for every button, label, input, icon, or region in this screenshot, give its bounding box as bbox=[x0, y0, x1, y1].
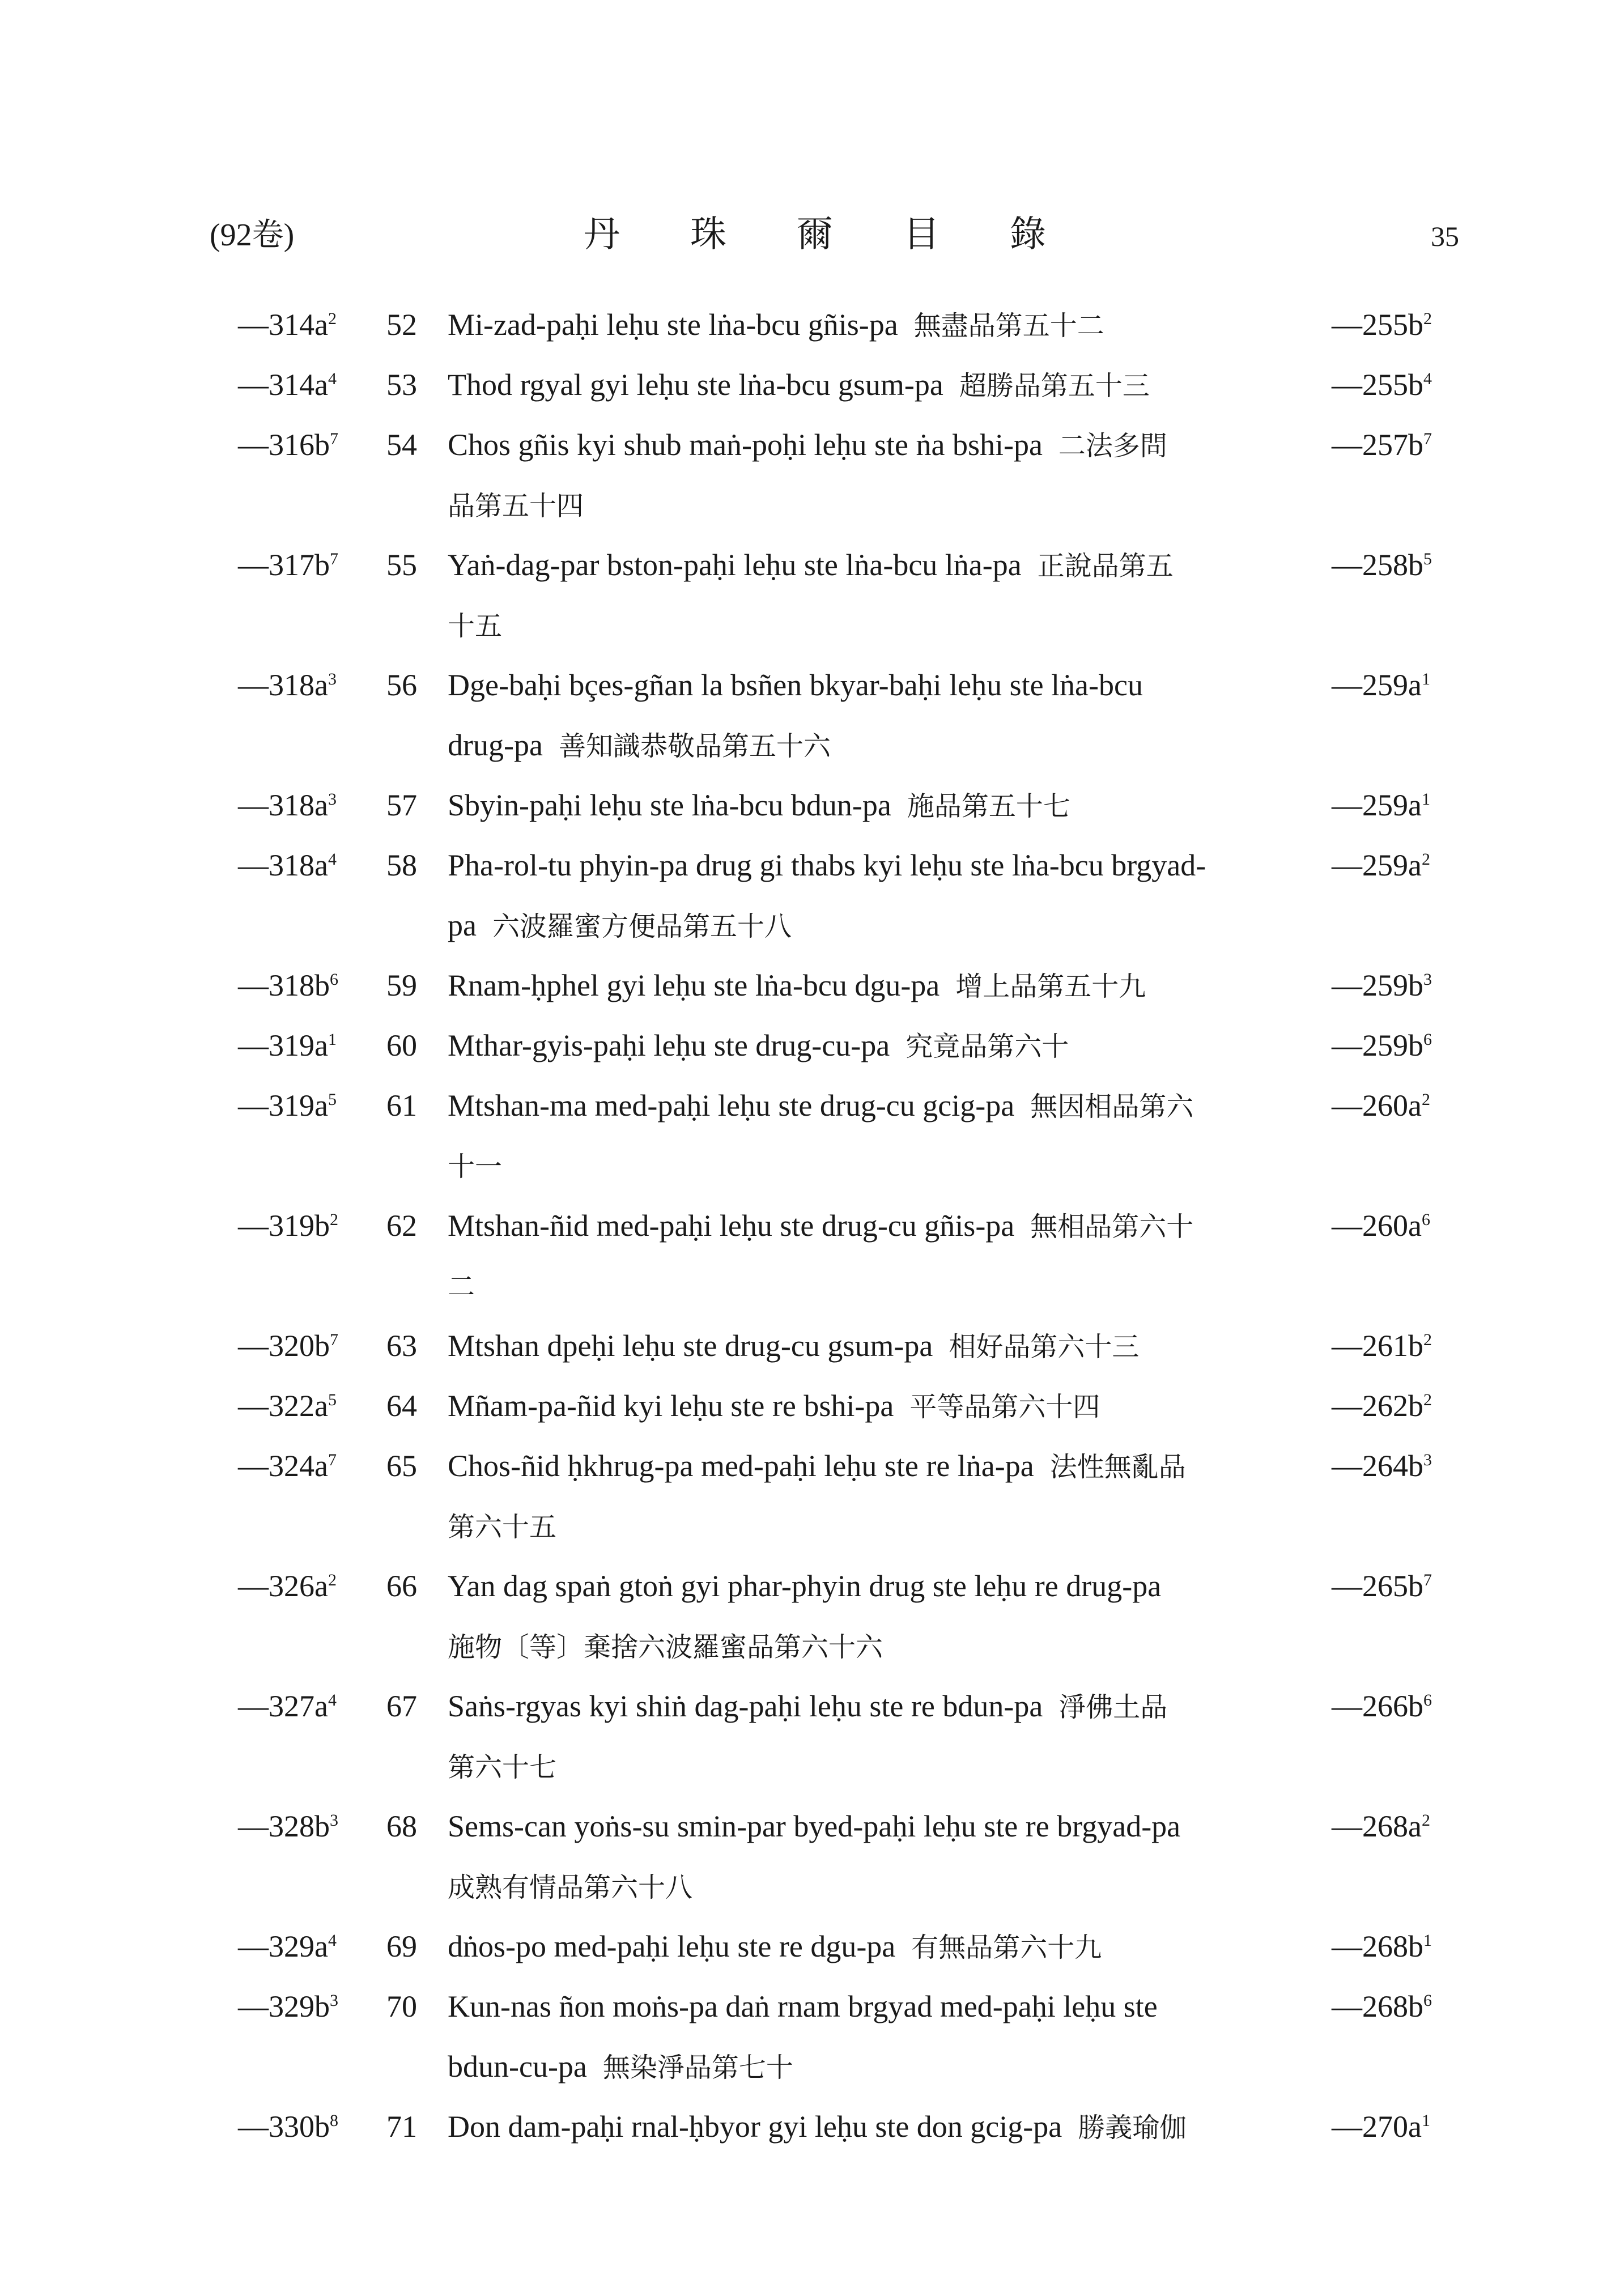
entry-title bbox=[448, 355, 1286, 415]
right-folio-ref bbox=[1332, 775, 1430, 835]
page-title bbox=[584, 205, 1048, 257]
entry-title bbox=[448, 1556, 1286, 1676]
left-folio-ref bbox=[238, 1376, 337, 1436]
left-folio-ref bbox=[238, 415, 338, 475]
catalog-entry bbox=[0, 1316, 1624, 1376]
left-folio-line: 3 bbox=[330, 1811, 338, 1830]
left-folio-line: 7 bbox=[330, 550, 338, 568]
right-folio-ref bbox=[1332, 1436, 1432, 1496]
entry-number: 67 bbox=[386, 1689, 417, 1723]
right-folio-ref bbox=[1332, 1556, 1432, 1616]
chinese-title: 增上品第五十九 bbox=[955, 971, 1146, 1002]
chinese-title-continued: 十五 bbox=[448, 610, 503, 642]
left-folio-text: —314a bbox=[238, 368, 328, 402]
tibetan-title: Mtshan-ñid med-paḥi leḥu ste drug-cu gñis-pa bbox=[448, 1209, 1015, 1243]
left-folio-text: —319a bbox=[238, 1028, 328, 1062]
right-folio-line: 6 bbox=[1423, 1030, 1432, 1049]
catalog-entries bbox=[0, 295, 1624, 2157]
right-folio-text: —268a bbox=[1332, 1809, 1422, 1843]
left-folio-ref bbox=[238, 1075, 337, 1136]
chinese-title: 超勝品第五十三 bbox=[959, 370, 1150, 402]
right-folio-line: 2 bbox=[1423, 1391, 1432, 1409]
right-folio-ref bbox=[1332, 355, 1432, 415]
right-folio-ref bbox=[1332, 295, 1432, 355]
right-folio-text: —258b bbox=[1332, 548, 1423, 582]
left-folio-text: —329b bbox=[238, 1989, 330, 2023]
entry-title-line bbox=[448, 415, 1286, 475]
entry-title-line bbox=[448, 475, 1286, 535]
left-folio-line: 3 bbox=[328, 670, 337, 688]
right-folio-line: 7 bbox=[1423, 1571, 1432, 1589]
tibetan-title: Yan dag spaṅ gtoṅ gyi phar-phyin drug ste leḥu re drug-pa bbox=[448, 1569, 1162, 1603]
entry-number: 55 bbox=[386, 548, 417, 582]
right-folio-text: —268b bbox=[1332, 1989, 1423, 2023]
entry-title-line bbox=[448, 2036, 1286, 2097]
left-folio-ref bbox=[238, 2097, 338, 2157]
left-folio-line: 4 bbox=[328, 1691, 337, 1710]
chinese-title: 淨佛土品 bbox=[1058, 1691, 1168, 1723]
entry-number: 61 bbox=[386, 1089, 417, 1123]
catalog-entry bbox=[0, 355, 1624, 415]
tibetan-title: Saṅs-rgyas kyi shiṅ dag-paḥi leḥu ste re bdun-pa bbox=[448, 1689, 1043, 1723]
left-folio-line: 2 bbox=[330, 1210, 338, 1229]
left-folio-ref bbox=[238, 355, 337, 415]
right-folio-line: 4 bbox=[1423, 369, 1432, 388]
right-folio-ref bbox=[1332, 1316, 1432, 1376]
tibetan-title: Chos-ñid ḥkhrug-pa med-paḥi leḥu ste re lṅa-pa bbox=[448, 1449, 1034, 1483]
entry-title-line bbox=[448, 1256, 1286, 1316]
entry-title bbox=[448, 1916, 1286, 1976]
right-folio-text: —260a bbox=[1332, 1089, 1422, 1123]
entry-number: 70 bbox=[386, 1989, 417, 2023]
left-folio-line: 3 bbox=[330, 1991, 338, 2010]
left-folio-text: —320b bbox=[238, 1329, 330, 1363]
entry-number: 64 bbox=[386, 1389, 417, 1423]
left-folio-text: —318a bbox=[238, 848, 328, 882]
chinese-title: 相好品第六十三 bbox=[949, 1331, 1140, 1363]
left-folio-ref bbox=[238, 295, 337, 355]
entry-title-line bbox=[448, 895, 1286, 955]
chinese-title: 平等品第六十四 bbox=[909, 1391, 1100, 1423]
right-folio-text: —259b bbox=[1332, 1028, 1423, 1062]
right-folio-line: 6 bbox=[1423, 1991, 1432, 2010]
entry-title bbox=[448, 1376, 1286, 1436]
catalog-entry bbox=[0, 2097, 1624, 2157]
left-folio-ref bbox=[238, 1796, 338, 1856]
chinese-title-continued: 第六十七 bbox=[448, 1751, 557, 1783]
entry-title-line bbox=[448, 1676, 1286, 1736]
title-char: 珠 bbox=[690, 214, 729, 254]
tibetan-title: Sbyin-paḥi leḥu ste lṅa-bcu bdun-pa bbox=[448, 788, 891, 822]
left-folio-ref bbox=[238, 1436, 337, 1496]
left-folio-ref bbox=[238, 655, 337, 715]
catalog-entry bbox=[0, 1916, 1624, 1976]
entry-title bbox=[448, 1075, 1286, 1196]
chinese-title: 無相品第六十 bbox=[1030, 1211, 1194, 1243]
right-folio-line: 3 bbox=[1423, 970, 1432, 989]
entry-title bbox=[448, 1436, 1286, 1556]
entry-number: 71 bbox=[386, 2110, 417, 2144]
right-folio-line: 1 bbox=[1421, 2111, 1430, 2130]
entry-number: 69 bbox=[386, 1929, 417, 1963]
entry-title-line bbox=[448, 355, 1286, 415]
tibetan-title: Sems-can yoṅs-su smin-par byed-paḥi leḥu ste re brgyad-pa bbox=[448, 1809, 1181, 1843]
left-folio-line: 2 bbox=[328, 1571, 337, 1589]
chinese-title-continued: 施物〔等〕棄捨六波羅蜜品第六十六 bbox=[448, 1631, 883, 1663]
right-folio-text: —261b bbox=[1332, 1329, 1423, 1363]
left-folio-line: 6 bbox=[330, 970, 338, 989]
left-folio-text: —322a bbox=[238, 1389, 328, 1423]
catalog-entry bbox=[0, 415, 1624, 535]
left-folio-line: 7 bbox=[330, 430, 338, 448]
entry-title-line bbox=[448, 1556, 1286, 1616]
entry-title-line bbox=[448, 955, 1286, 1015]
right-folio-text: —270a bbox=[1332, 2110, 1422, 2144]
left-folio-text: —326a bbox=[238, 1569, 328, 1603]
tibetan-title: Pha-rol-tu phyin-pa drug gi thabs kyi leḥu ste lṅa-bcu brgyad- bbox=[448, 848, 1206, 882]
entry-title-line bbox=[448, 1436, 1286, 1496]
chinese-title: 施品第五十七 bbox=[907, 790, 1070, 822]
entry-title bbox=[448, 955, 1286, 1015]
catalog-entry bbox=[0, 535, 1624, 655]
catalog-entry bbox=[0, 1676, 1624, 1796]
entry-title bbox=[448, 835, 1286, 955]
right-folio-ref bbox=[1332, 1976, 1432, 2036]
left-folio-line: 7 bbox=[328, 1451, 337, 1469]
left-folio-ref bbox=[238, 955, 338, 1015]
chinese-title: 究竟品第六十 bbox=[905, 1031, 1069, 1062]
entry-title-line bbox=[448, 2097, 1286, 2157]
entry-title-line bbox=[448, 535, 1286, 595]
right-folio-text: —260a bbox=[1332, 1209, 1422, 1243]
chinese-title: 有無品第六十九 bbox=[911, 1932, 1102, 1963]
right-folio-ref bbox=[1332, 835, 1430, 895]
left-folio-text: —318a bbox=[238, 668, 328, 702]
tibetan-title: Mtshan-ma med-paḥi leḥu ste drug-cu gcig-pa bbox=[448, 1089, 1015, 1123]
tibetan-title: dṅos-po med-paḥi leḥu ste re dgu-pa bbox=[448, 1929, 896, 1963]
catalog-entry bbox=[0, 655, 1624, 775]
page-number: 35 bbox=[1431, 220, 1459, 252]
page-header bbox=[0, 210, 1624, 278]
entry-title-line bbox=[448, 1856, 1286, 1916]
left-folio-ref bbox=[238, 835, 337, 895]
tibetan-title: bdun-cu-pa bbox=[448, 2050, 587, 2084]
entry-title-line bbox=[448, 1136, 1286, 1196]
left-folio-text: —319b bbox=[238, 1209, 330, 1243]
left-folio-line: 4 bbox=[328, 850, 337, 869]
chinese-title-continued: 二 bbox=[448, 1271, 475, 1303]
left-folio-text: —327a bbox=[238, 1689, 328, 1723]
catalog-entry bbox=[0, 955, 1624, 1015]
entry-title-line bbox=[448, 1736, 1286, 1796]
chinese-title: 無盡品第五十二 bbox=[913, 310, 1104, 342]
tibetan-title: Mthar-gyis-paḥi leḥu ste drug-cu-pa bbox=[448, 1028, 890, 1062]
chinese-title: 二法多問 bbox=[1058, 430, 1167, 462]
left-folio-line: 4 bbox=[328, 1931, 337, 1950]
left-folio-ref bbox=[238, 1676, 337, 1736]
entry-title bbox=[448, 1796, 1286, 1916]
title-char: 爾 bbox=[797, 214, 835, 254]
left-folio-text: —330b bbox=[238, 2110, 330, 2144]
chinese-title-continued: 品第五十四 bbox=[448, 490, 584, 522]
right-folio-ref bbox=[1332, 1015, 1432, 1075]
catalog-entry bbox=[0, 1976, 1624, 2097]
right-folio-text: —259b bbox=[1332, 968, 1423, 1002]
entry-title bbox=[448, 775, 1286, 835]
chinese-title: 勝義瑜伽 bbox=[1078, 2112, 1187, 2144]
entry-number: 52 bbox=[386, 308, 417, 342]
chinese-title-continued: 善知識恭敬品第五十六 bbox=[558, 730, 831, 762]
right-folio-line: 5 bbox=[1423, 550, 1432, 568]
catalog-entry bbox=[0, 775, 1624, 835]
left-folio-line: 5 bbox=[328, 1090, 337, 1109]
entry-title-line bbox=[448, 835, 1286, 895]
right-folio-ref bbox=[1332, 535, 1432, 595]
entry-number: 57 bbox=[386, 788, 417, 822]
tibetan-title: Don dam-paḥi rnal-ḥbyor gyi leḥu ste don gcig-pa bbox=[448, 2110, 1062, 2144]
entry-title-line bbox=[448, 1496, 1286, 1556]
tibetan-title: Kun-nas ñon moṅs-pa daṅ rnam brgyad med-paḥi leḥu ste bbox=[448, 1989, 1158, 2023]
right-folio-ref bbox=[1332, 1196, 1430, 1256]
chinese-title-continued: 十一 bbox=[448, 1151, 503, 1183]
left-folio-line: 2 bbox=[328, 309, 337, 328]
entry-title-line bbox=[448, 1916, 1286, 1976]
left-folio-text: —318b bbox=[238, 968, 330, 1002]
chinese-title-continued: 無染淨品第七十 bbox=[602, 2052, 793, 2084]
left-folio-line: 3 bbox=[328, 790, 337, 809]
title-char: 錄 bbox=[1010, 214, 1048, 254]
catalog-entry bbox=[0, 1376, 1624, 1436]
entry-title bbox=[448, 295, 1286, 355]
entry-title-line bbox=[448, 595, 1286, 655]
left-folio-line: 7 bbox=[330, 1330, 338, 1349]
right-folio-line: 3 bbox=[1423, 1451, 1432, 1469]
chinese-title-continued: 第六十五 bbox=[448, 1511, 557, 1543]
right-folio-ref bbox=[1332, 2097, 1430, 2157]
chinese-title: 無因相品第六 bbox=[1030, 1091, 1194, 1123]
catalog-entry bbox=[0, 1075, 1624, 1196]
tibetan-title: Mtshan dpeḥi leḥu ste drug-cu gsum-pa bbox=[448, 1329, 933, 1363]
entry-title-line bbox=[448, 1075, 1286, 1136]
entry-title-line bbox=[448, 1015, 1286, 1075]
catalog-entry bbox=[0, 1196, 1624, 1316]
right-folio-ref bbox=[1332, 655, 1430, 715]
left-folio-text: —317b bbox=[238, 548, 330, 582]
right-folio-line: 2 bbox=[1421, 1090, 1430, 1109]
entry-title bbox=[448, 415, 1286, 535]
catalog-entry bbox=[0, 1556, 1624, 1676]
entry-title bbox=[448, 655, 1286, 775]
catalog-entry bbox=[0, 835, 1624, 955]
entry-title bbox=[448, 1316, 1286, 1376]
entry-number: 54 bbox=[386, 428, 417, 462]
left-folio-text: —318a bbox=[238, 788, 328, 822]
right-folio-line: 2 bbox=[1421, 850, 1430, 869]
left-folio-ref bbox=[238, 1196, 338, 1256]
left-folio-ref bbox=[238, 1316, 338, 1376]
catalog-entry bbox=[0, 295, 1624, 355]
entry-number: 68 bbox=[386, 1809, 417, 1843]
left-folio-line: 5 bbox=[328, 1391, 337, 1409]
right-folio-line: 1 bbox=[1423, 1931, 1432, 1950]
left-folio-line: 1 bbox=[328, 1030, 337, 1049]
entry-title bbox=[448, 1015, 1286, 1075]
right-folio-text: —264b bbox=[1332, 1449, 1423, 1483]
entry-title-line bbox=[448, 1376, 1286, 1436]
catalog-entry bbox=[0, 1015, 1624, 1075]
chinese-title: 正說品第五 bbox=[1037, 550, 1174, 582]
entry-title-line bbox=[448, 295, 1286, 355]
right-folio-ref bbox=[1332, 1676, 1432, 1736]
title-char: 目 bbox=[903, 214, 942, 254]
left-folio-text: —314a bbox=[238, 308, 328, 342]
entry-number: 59 bbox=[386, 968, 417, 1002]
left-folio-text: —328b bbox=[238, 1809, 330, 1843]
right-folio-text: —257b bbox=[1332, 428, 1423, 462]
right-folio-text: —265b bbox=[1332, 1569, 1423, 1603]
right-folio-text: —266b bbox=[1332, 1689, 1423, 1723]
volume-label: (92卷) bbox=[210, 218, 295, 253]
entry-title-line bbox=[448, 775, 1286, 835]
right-folio-ref bbox=[1332, 1376, 1432, 1436]
right-folio-text: —255b bbox=[1332, 308, 1423, 342]
right-folio-line: 7 bbox=[1423, 430, 1432, 448]
entry-title-line bbox=[448, 1316, 1286, 1376]
right-folio-ref bbox=[1332, 1916, 1432, 1976]
right-folio-text: —255b bbox=[1332, 368, 1423, 402]
left-folio-text: —319a bbox=[238, 1089, 328, 1123]
right-folio-ref bbox=[1332, 1075, 1430, 1136]
left-folio-ref bbox=[238, 1015, 337, 1075]
right-folio-ref bbox=[1332, 415, 1432, 475]
right-folio-ref bbox=[1332, 955, 1432, 1015]
right-folio-line: 1 bbox=[1421, 670, 1430, 688]
entry-title bbox=[448, 2097, 1286, 2157]
right-folio-line: 6 bbox=[1423, 1691, 1432, 1710]
entry-number: 58 bbox=[386, 848, 417, 882]
right-folio-text: —268b bbox=[1332, 1929, 1423, 1963]
title-char: 丹 bbox=[584, 214, 622, 254]
left-folio-ref bbox=[238, 1976, 338, 2036]
left-folio-line: 8 bbox=[330, 2111, 338, 2130]
catalog-entry bbox=[0, 1436, 1624, 1556]
entry-title bbox=[448, 535, 1286, 655]
entry-title-line bbox=[448, 715, 1286, 775]
entry-title bbox=[448, 1676, 1286, 1796]
entry-number: 62 bbox=[386, 1209, 417, 1243]
left-folio-text: —329a bbox=[238, 1929, 328, 1963]
entry-number: 53 bbox=[386, 368, 417, 402]
left-folio-line: 4 bbox=[328, 369, 337, 388]
tibetan-title: Mi-zad-paḥi leḥu ste lṅa-bcu gñis-pa bbox=[448, 308, 898, 342]
entry-title bbox=[448, 1196, 1286, 1316]
entry-title-line bbox=[448, 655, 1286, 715]
entry-title bbox=[448, 1976, 1286, 2097]
tibetan-title: pa bbox=[448, 908, 477, 942]
chinese-title-continued: 成熟有情品第六十八 bbox=[448, 1872, 693, 1903]
left-folio-text: —316b bbox=[238, 428, 330, 462]
right-folio-line: 2 bbox=[1423, 1330, 1432, 1349]
right-folio-line: 1 bbox=[1421, 790, 1430, 809]
tibetan-title: Yaṅ-dag-par bston-paḥi leḥu ste lṅa-bcu lṅa-pa bbox=[448, 548, 1022, 582]
entry-title-line bbox=[448, 1976, 1286, 2036]
right-folio-line: 6 bbox=[1421, 1210, 1430, 1229]
chinese-title: 法性無亂品 bbox=[1049, 1451, 1186, 1483]
left-folio-ref bbox=[238, 535, 338, 595]
left-folio-text: —324a bbox=[238, 1449, 328, 1483]
tibetan-title: Rnam-ḥphel gyi leḥu ste lṅa-bcu dgu-pa bbox=[448, 968, 940, 1002]
right-folio-line: 2 bbox=[1421, 1811, 1430, 1830]
entry-number: 63 bbox=[386, 1329, 417, 1363]
chinese-title-continued: 六波羅蜜方便品第五十八 bbox=[492, 911, 792, 942]
catalog-entry bbox=[0, 1796, 1624, 1916]
tibetan-title: Mñam-pa-ñid kyi leḥu ste re bshi-pa bbox=[448, 1389, 894, 1423]
tibetan-title: drug-pa bbox=[448, 728, 543, 762]
right-folio-text: —259a bbox=[1332, 848, 1422, 882]
entry-number: 66 bbox=[386, 1569, 417, 1603]
tibetan-title: Chos gñis kyi shub maṅ-poḥi leḥu ste ṅa bshi-pa bbox=[448, 428, 1043, 462]
tibetan-title: Thod rgyal gyi leḥu ste lṅa-bcu gsum-pa bbox=[448, 368, 943, 402]
entry-number: 65 bbox=[386, 1449, 417, 1483]
right-folio-text: —259a bbox=[1332, 788, 1422, 822]
entry-number: 56 bbox=[386, 668, 417, 702]
left-folio-ref bbox=[238, 1556, 337, 1616]
right-folio-ref bbox=[1332, 1796, 1430, 1856]
entry-number: 60 bbox=[386, 1028, 417, 1062]
right-folio-text: —259a bbox=[1332, 668, 1422, 702]
right-folio-text: —262b bbox=[1332, 1389, 1423, 1423]
tibetan-title: Dge-baḥi bçes-gñan la bsñen bkyar-baḥi leḥu ste lṅa-bcu bbox=[448, 668, 1143, 702]
left-folio-ref bbox=[238, 1916, 337, 1976]
left-folio-ref bbox=[238, 775, 337, 835]
entry-title-line bbox=[448, 1616, 1286, 1676]
entry-title-line bbox=[448, 1196, 1286, 1256]
right-folio-line: 2 bbox=[1423, 309, 1432, 328]
entry-title-line bbox=[448, 1796, 1286, 1856]
